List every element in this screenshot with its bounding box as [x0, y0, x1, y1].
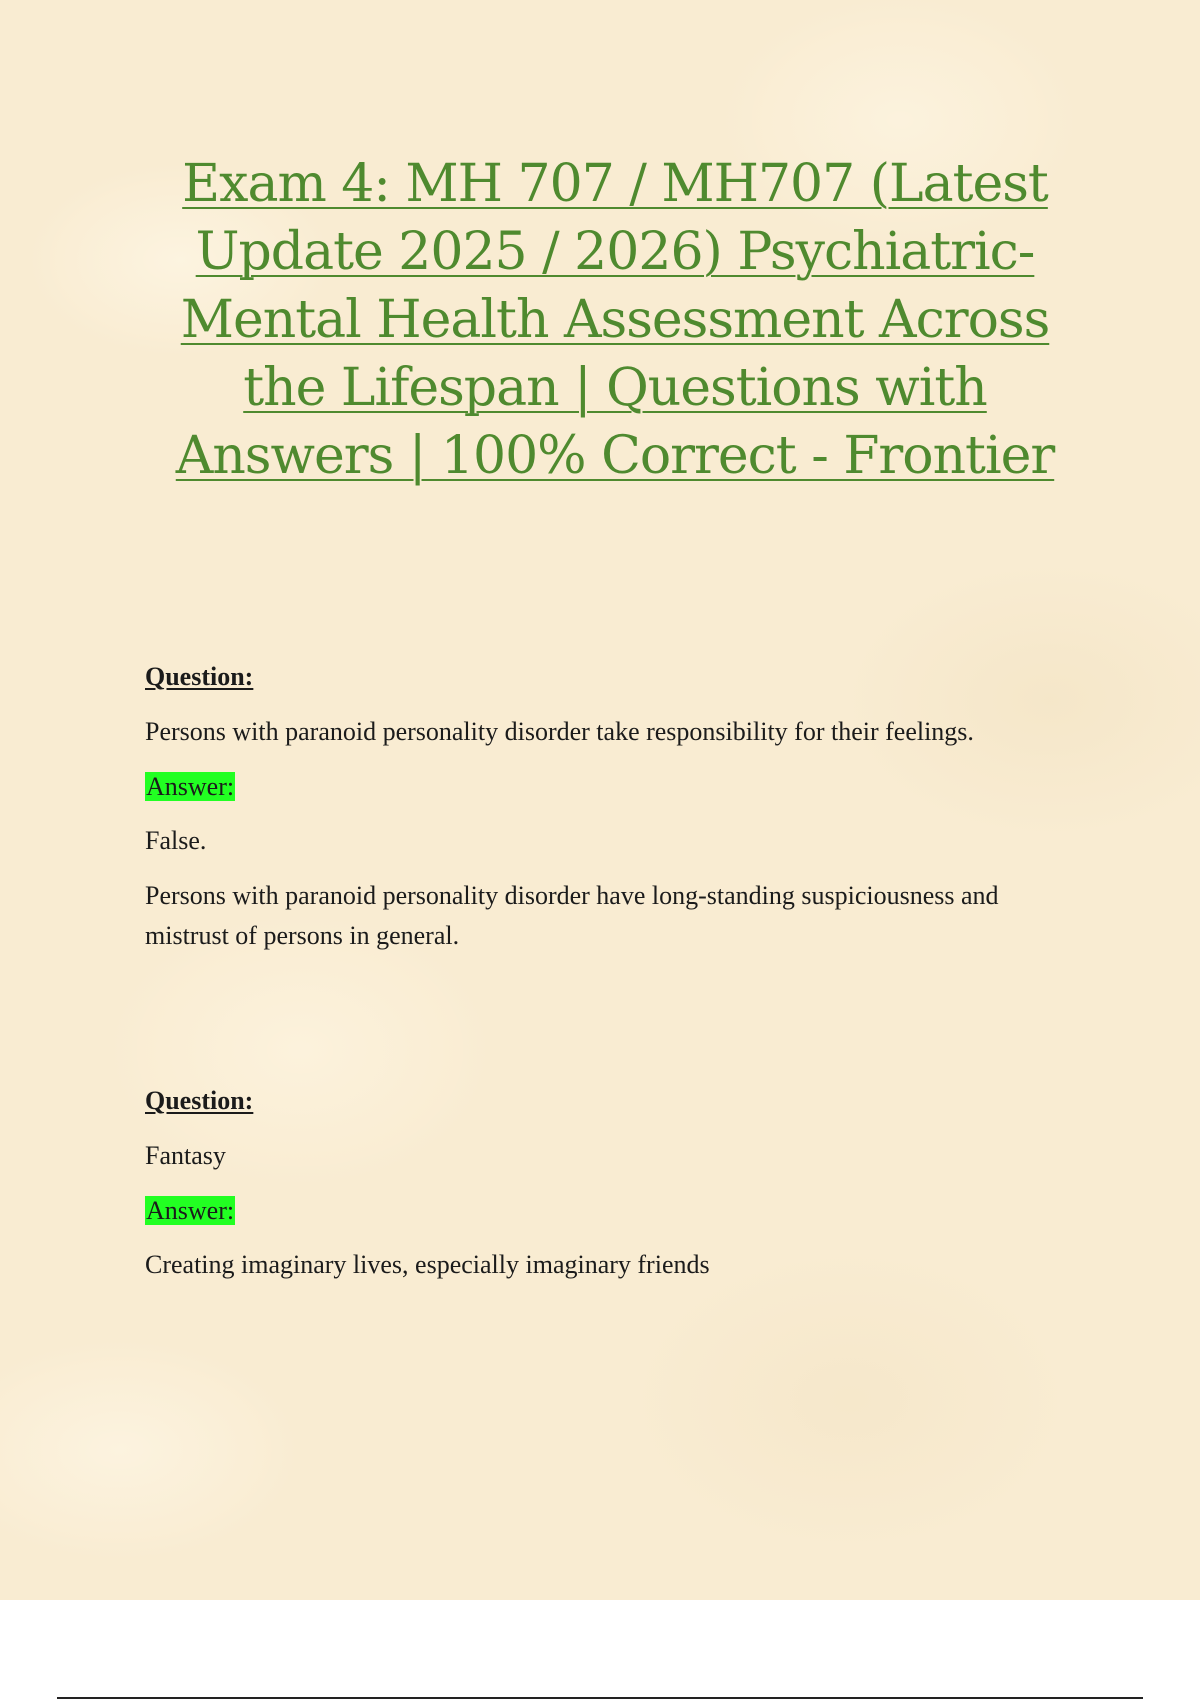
answer-highlight: Answer:	[146, 772, 235, 801]
answer-text: False.	[145, 826, 207, 855]
document-title: Exam 4: MH 707 / MH707 (Latest Update 2025 / 2026) Psychiatric-Mental Health Assessment Across the Lifespan | Questions with Answers | 100% Correct - Frontier	[175, 154, 1055, 486]
question-label: Question:	[145, 1086, 254, 1115]
question-text: Fantasy	[145, 1141, 226, 1170]
footer-divider	[57, 1697, 1143, 1699]
question-label: Question:	[145, 662, 254, 691]
answer-label	[145, 768, 1045, 806]
answer-highlight: Answer:	[146, 1196, 235, 1225]
qa-item-1	[145, 660, 1045, 956]
answer-text: Creating imaginary lives, especially imaginary friends	[145, 1250, 710, 1279]
answer-label	[145, 1192, 1045, 1230]
qa-list	[145, 660, 1045, 1300]
answer-explanation: Persons with paranoid personality disorder have long-standing suspiciousness and mistrust of persons in general.	[145, 881, 999, 950]
qa-item-2	[145, 1084, 1045, 1284]
question-text: Persons with paranoid personality disorder take responsibility for their feelings.	[145, 717, 974, 746]
